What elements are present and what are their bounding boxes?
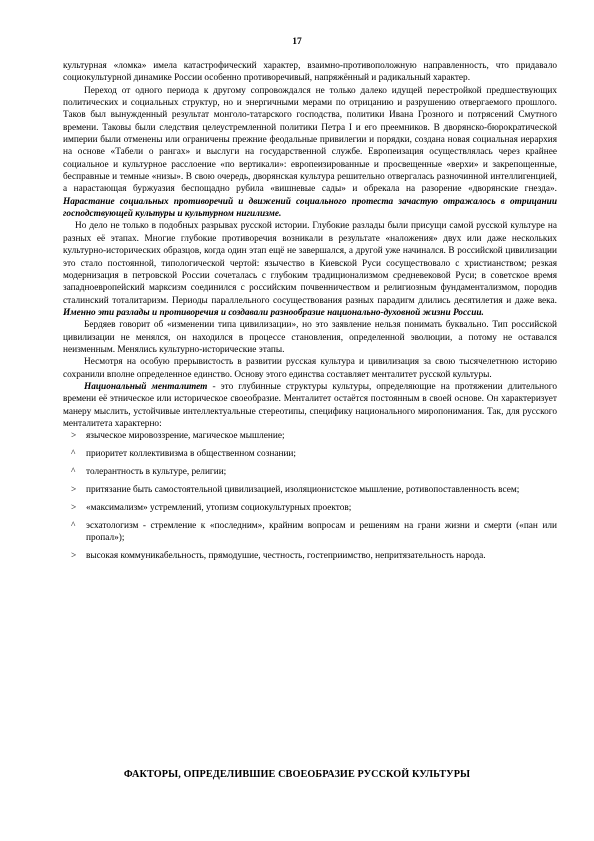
paragraph-2-emphasis: Нарастание социальных противоречий и движений социального протеста зачастую отражалось в отрицании господствующей культуры и культурном нигилизме.: [63, 196, 557, 220]
mentality-traits-list: [63, 430, 557, 562]
paragraph-3: [63, 220, 557, 319]
mentality-term: Национальный менталитет: [84, 381, 208, 392]
list-item-text: языческое мировоззрение, магическое мышление;: [86, 431, 285, 442]
list-item: [63, 466, 557, 478]
paragraph-2-text: Переход от одного периода к другому сопровождался не только далеко идущей перестройкой предшествующих политических и социальных структур, но и энергичными мерами по отрицанию и разрушению отвергаемого прошлого. Таков был вынужденный результат монголо-татарского господства, политики Ивана Грозного и потрясений Смутного времени. Таковы были следствия целеустремленной политики Петра I и его преемников. В дворянско-бюрократической империи были отменены или ограничены прежние феодальные привилегии и порядки, создана новая социальная иерархия на основе «Табели о рангах» и выслуги на государственной службе. Европеизация осуществлялась через крайнее социальное и культурное расслоение «по вертикали»: европеизированные и просвещенные «верхи» и закрепощенные, бесправные и темные «низы». В свою очередь, дворянская культура решительно отвергалась разночинной интеллигенцией, а нарастающая буржуазия беспощадно рубила «вишневые сады» и обрекала на разорение «дворянские гнезда».: [63, 85, 557, 195]
list-item: [63, 520, 557, 545]
paragraph-3-emphasis: Именно эти разлады и противоречия и создавали разнообразие национально-духовной жизни России.: [63, 307, 484, 318]
list-marker: >: [71, 551, 77, 562]
paragraph-2: [63, 85, 557, 221]
list-marker: ^: [71, 467, 76, 478]
list-item: [63, 430, 557, 442]
paragraph-5: Несмотря на особую прерывистость в развитии русская культура и цивилизация за свою тысячелетнюю историю сохранили вполне определенное единство. Основу этого единства составляет менталитет русской культуры.: [63, 357, 557, 380]
paragraph-1: культурная «ломка» имела катастрофический характер, взаимно-противоположную направленность, что придавало социокультурной динамике России особенно противоречивый, напряжённый и радикальный характер.: [63, 61, 557, 84]
list-item: [63, 484, 557, 496]
paragraph-6: [63, 381, 557, 430]
list-marker: >: [71, 431, 77, 442]
section-heading: ФАКТОРЫ, ОПРЕДЕЛИВШИЕ СВОЕОБРАЗИЕ РУССКОЙ КУЛЬТУРЫ: [123, 769, 471, 780]
list-item-text: приоритет коллективизма в общественном сознании;: [86, 449, 296, 460]
list-marker: >: [71, 485, 77, 496]
body-text: [63, 60, 557, 568]
page-number: 17: [292, 37, 302, 47]
paragraph-6-text: - это глубинные структуры культуры, определяющие на протяжении длительного времени её этническое или историческое своеобразие. Менталитет остаётся постоянным в своей основе. Он характеризует манеру мыслить, устойчивые интеллектуальные стереотипы, специфику национального миропонимания. Так, для русского менталитета характерно:: [63, 381, 557, 429]
list-item-text: толерантность в культуре, религии;: [86, 467, 227, 478]
list-item: [63, 550, 557, 562]
list-item: [63, 448, 557, 460]
paragraph-3-text: Но дело не только в подобных разрывах русской истории. Глубокие разлады были присущи самой русской культуре на разных её этапах. Многие глубокие противоречия возникали в результате «наложения» двух или даже нескольких культурно-исторических образцов, когда один этап ещё не завершался, а другой уже начинался. В российской цивилизации это стало постоянной, типологической чертой: язычество в Киевской Руси сосуществовало с христианством; резкая модернизация в петровской России сочеталась с глубоким традиционализмом средневековой Руси; в советское время западноевропейский марксизм соединился с российским почвенничеством и религиозным фундаментализмом, породив сталинский тоталитаризм. Периоды параллельного сосуществования разных парадигм длились десятилетия и даже века.: [63, 221, 557, 306]
list-marker: ^: [71, 449, 76, 460]
list-item: [63, 502, 557, 514]
list-marker: ^: [71, 521, 76, 531]
list-item-text: высокая коммуникабельность, прямодушие, честность, гостеприимство, непритязательность народа.: [86, 551, 486, 562]
paragraph-4: Бердяев говорит об «изменении типа цивилизации», но это заявление нельзя понимать буквально. Тип российской цивилизации не менялся, он находился в процессе становления, определенной эволюции, а потому не оставался неизменным. Менялись культурно-исторические этапы.: [63, 320, 557, 355]
list-item-text: «максимализм» устремлений, утопизм социокультурных проектов;: [86, 503, 352, 514]
list-marker: >: [71, 503, 77, 514]
list-item-text: эсхатологизм - стремление к «последним», крайним вопросам и решениям на грани жизни и смерти («пан или пропал»);: [86, 521, 557, 544]
list-item-text: притязание быть самостоятельной цивилизацией, изоляционистское мышление, ротивопоставленность всем;: [86, 485, 520, 496]
